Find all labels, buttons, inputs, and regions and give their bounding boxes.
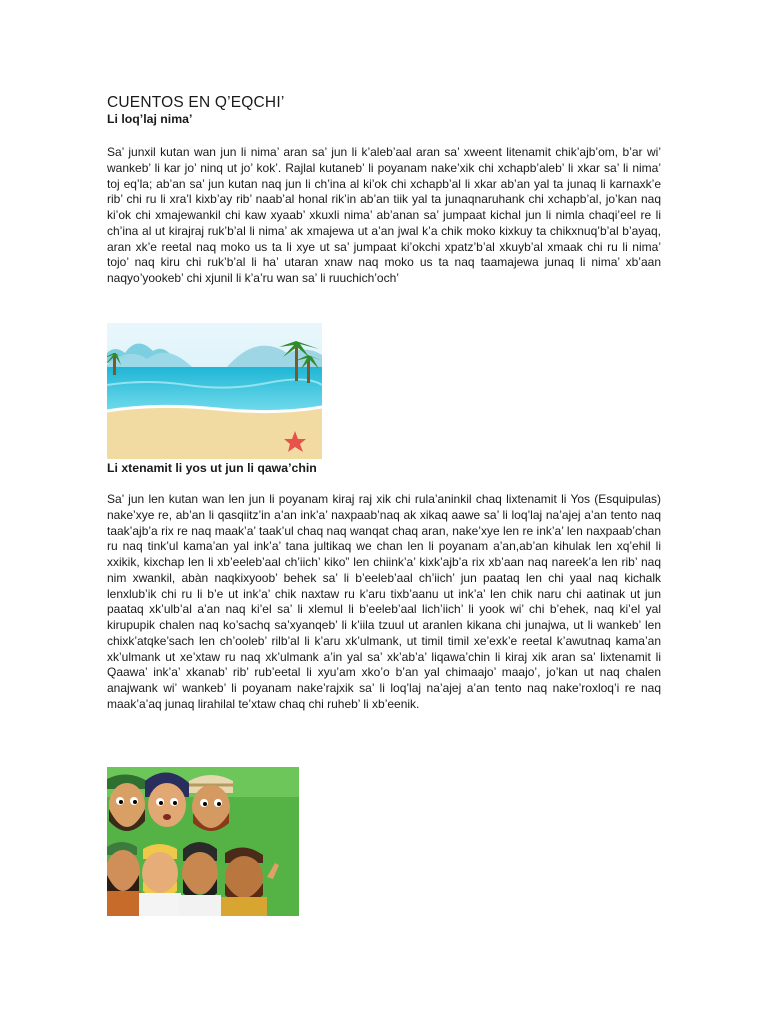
beach-image <box>107 323 322 459</box>
document-title: CUENTOS EN Q’EQCHI’ <box>107 94 285 111</box>
cartoon-illustration <box>107 767 299 916</box>
man-face <box>139 844 181 916</box>
story-title: Li loq’laj nima’ <box>107 112 193 126</box>
story-title: Li xtenamit li yos ut jun li qawa’chin <box>107 461 317 475</box>
group-of-men-image <box>107 767 299 916</box>
man-face <box>107 842 141 916</box>
story-paragraph: Sa’ junxil kutan wan jun li nima’ aran sa’ jun li k’aleb’aal aran sa’ xweent litenamit chik’ajb’om, b’ar wi’ wankeb’ li kar jo’ ninq ut jo’ kok’. Rajlal kutaneb’ li poyanam nake’xik chi xchapb’aleb’ li xkar sa’ li nima’ toj eq’la; ab’an sa’ jun kutan naq jun li ch’ina al ki’ok chi xchapb’al li xkar ab’an yal ta junaq li karnaxk’e rib’ chi ru li xra’l kixb’ay rib’ naab’al honal rik’in ab’an tiik yal ta junaqnaruhank chi xchapb’al, jo’kan naq ki’ok chi xmajewankil chi kaw xyaab’ xkuxli nima’ ab’anan sa’ jumpaat kichal jun li nimla chaqi’eel re li ch’ina al ut kirajraj ruk’b’al li nima’ ak xmajewa ut a’an jwal k’a chik moko kixkuy ta chikxnuq’b’al b’ayaq, aran xk’e reetal naq moko us ta li xye ut sa’ jumpaat ki’okchi xpatz’b’al xkuyb’al xmaak chi ru li nima’ tojo’ naq kiru chi ruk’b’al li ha’ utaran xnaw naq moko us ta naq taamajewa junaq li nima’ xb’aan naqyo’yookeb’ chi xjunil li k’a’ru wan sa’ li ruuchich’och’ <box>107 145 661 285</box>
man-face <box>189 775 233 831</box>
man-face <box>179 842 221 916</box>
story-paragraph: Sa’ jun len kutan wan len jun li poyanam kiraj raj xik chi rula’aninkil chaq lixtenamit li Yos (Esquipulas) nake’xye re, ab’an li qasqiitz’in a’an ink’a’ naxpaab’naq ak xikaq aawe sa’ li loq’laj na’ajej a’an tento naq taak’ajb’a rix re naq maak’a’ taak’ul chaq naq wanqat chaq aran, nake’xye len re ink’a’ len naxpaab’chan ru naq tink’ul kama’an yal ink’a’ tana jultikaq we chan len li poyanam a’an,ab’an kihulak len xq’ehil li xxikik, kixchap len li xb’eeleb’aal ch’iich’ kiko” len chiink’a’ kixk’ajb’a rix xb’aan naq nareek’a len rib’ naq nim xwankil, abàn naqkixyoob’ behek sa’ li b’eeleb’aal ch’iich’ jun paataq len chi yaal naq kichalk lenxlub’ik chi ru li b’e ut ink’a’ chik naxtaw ru k’aru tixb’aanu ut ink’a’ len chik naru chi aatinak ut jun paataq xk’ulb’al a’an naq ki’el sa’ li xlemul li b’eeleb’aal lich’iich’ li yook wi’ chi b’ehek, naq ki’el yal kirupupik chalen naq ko’sachq sa’xyanqeb’ li k’iila tzuul ut aranlen kikana chi junajwa, ut li wankeb’ len chixk’atqke’sach len ch’ooleb’ rilb’al li k’aru xk’ulmank, ut timil timil xe’exk’e reetal k’awutnaq kama’an xk’ulmank ut xe’xtaw ru naq xk’ulmank a’in yal sa’ xk’ab’a’ liqawa’chin li kiraj xik aran sa’ lixtenamit li Qaawa’ ink’a’ xkanab’ rib’ rub’eetal li xyu’am xko’o b’an yal chimaajo’ maajo’, jo’kan ut naq chalen anajwank wi’ wankeb’ li poyanam nake’rajxik sa’ li loq’laj na’ajej a’an tento naq nake’roxloq’i re naq maak’a’aq junaq lirahilal te’xtaw chaq chi ruheb’ li xb’eenik. <box>107 492 661 711</box>
beach-illustration <box>107 323 322 459</box>
man-face <box>107 774 147 831</box>
